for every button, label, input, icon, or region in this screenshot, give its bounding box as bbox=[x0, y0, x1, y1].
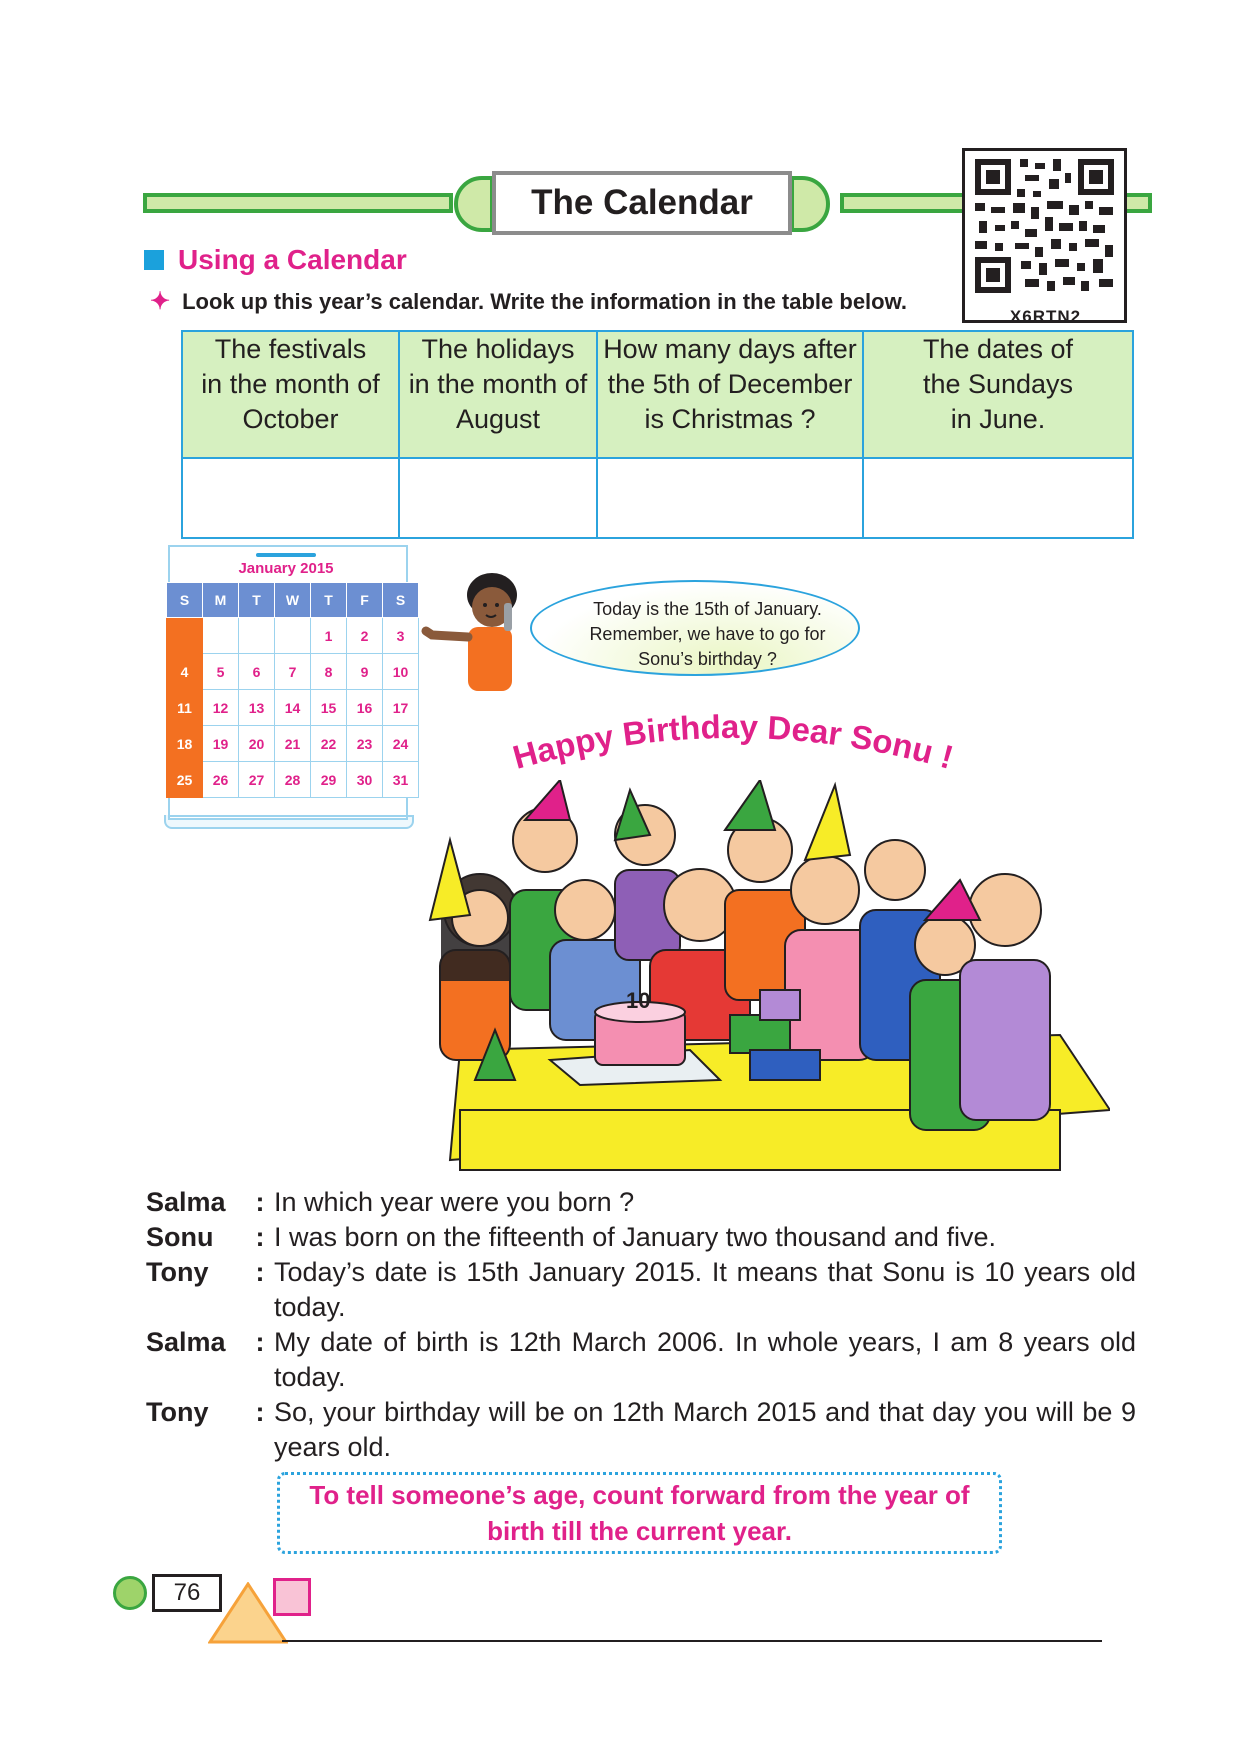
footer-rule bbox=[282, 1640, 1102, 1642]
birthday-banner-text: Happy Birthday Dear Sonu ! bbox=[508, 707, 958, 776]
calendar-day: 17 bbox=[383, 690, 419, 726]
calendar-day: 16 bbox=[347, 690, 383, 726]
dialogue bbox=[146, 1185, 1136, 1465]
speaker-colon: : bbox=[255, 1327, 265, 1357]
calendar-day: 13 bbox=[239, 690, 275, 726]
header-line: in the month of bbox=[408, 369, 588, 399]
calendar-day: 30 bbox=[347, 762, 383, 798]
info-table-header bbox=[597, 331, 863, 458]
dialogue-text: In which year were you born ? bbox=[274, 1187, 635, 1217]
header-line: The festivals bbox=[214, 334, 367, 364]
calendar-day: 7 bbox=[275, 654, 311, 690]
instruction-text: Look up this year’s calendar. Write the information in the table below. bbox=[182, 288, 908, 314]
birthday-banner bbox=[478, 698, 988, 788]
speaker-colon: : bbox=[255, 1222, 265, 1252]
info-table-answer-row bbox=[182, 458, 1133, 538]
square-bullet-icon bbox=[144, 250, 164, 270]
weekday-label: W bbox=[275, 583, 311, 618]
calendar-title: January 2015 bbox=[238, 560, 334, 577]
svg-text:10: 10 bbox=[626, 988, 651, 1013]
answer-cell-holidays[interactable] bbox=[399, 458, 597, 538]
answer-cell-sundays[interactable] bbox=[863, 458, 1133, 538]
title-bar-left-decoration bbox=[143, 193, 453, 213]
dialogue-line bbox=[146, 1220, 1136, 1255]
info-table-header bbox=[863, 331, 1133, 458]
calendar-day bbox=[203, 618, 239, 654]
calendar-day: 21 bbox=[275, 726, 311, 762]
title-cap-right bbox=[790, 176, 830, 232]
calendar-day: 14 bbox=[275, 690, 311, 726]
speech-line: Remember, we have to go for bbox=[589, 624, 826, 644]
weekday-label: F bbox=[347, 583, 383, 618]
speaker-colon: : bbox=[255, 1257, 265, 1287]
speech-line: Today is the 15th of January. bbox=[593, 599, 822, 619]
calendar-day: 19 bbox=[203, 726, 239, 762]
calendar-day: 24 bbox=[383, 726, 419, 762]
calendar-day: 23 bbox=[347, 726, 383, 762]
speaker-name: Tony bbox=[146, 1397, 209, 1427]
calendar-ring bbox=[256, 553, 316, 557]
speaker-colon: : bbox=[255, 1397, 265, 1427]
calendar-week bbox=[167, 762, 419, 798]
info-table bbox=[181, 330, 1134, 539]
answer-cell-festivals[interactable] bbox=[182, 458, 399, 538]
header-line: the Sundays bbox=[922, 369, 1074, 399]
calendar-day: 6 bbox=[239, 654, 275, 690]
calendar-day: 20 bbox=[239, 726, 275, 762]
dialogue-text: I was born on the fifteenth of January two thousand and five. bbox=[274, 1222, 996, 1252]
calendar-day: 12 bbox=[203, 690, 239, 726]
calendar-day: 4 bbox=[167, 654, 203, 690]
info-table-header-row bbox=[182, 331, 1133, 458]
calendar-day: 26 bbox=[203, 762, 239, 798]
calendar-grid bbox=[166, 582, 419, 798]
qr-code-pattern-icon bbox=[965, 151, 1124, 301]
square-shape-icon bbox=[273, 1578, 311, 1616]
page-number: 76 bbox=[152, 1574, 222, 1612]
weekday-label: T bbox=[239, 583, 275, 618]
header-line: in the month of bbox=[201, 369, 380, 399]
dialogue-line bbox=[146, 1185, 1136, 1220]
dialogue-text: Today’s date is 15th January 2015. It means that Sonu is 10 years old today. bbox=[274, 1257, 1136, 1322]
star-bullet-icon: ✦ bbox=[150, 288, 171, 315]
weekday-label: S bbox=[383, 583, 419, 618]
calendar-day: 3 bbox=[383, 618, 419, 654]
header-line: August bbox=[455, 404, 541, 434]
title-cap-left bbox=[454, 176, 494, 232]
calendar-day: 8 bbox=[311, 654, 347, 690]
calendar-day: 29 bbox=[311, 762, 347, 798]
calendar-day: 2 bbox=[347, 618, 383, 654]
header-line: The dates of bbox=[922, 334, 1074, 364]
calendar-week bbox=[167, 690, 419, 726]
calendar-day: 22 bbox=[311, 726, 347, 762]
calendar-day: 10 bbox=[383, 654, 419, 690]
header-line: October bbox=[242, 404, 339, 434]
speech-bubble-text bbox=[580, 597, 835, 672]
speaker-name: Tony bbox=[146, 1257, 209, 1287]
calendar-day: 1 bbox=[311, 618, 347, 654]
calendar-day: 27 bbox=[239, 762, 275, 798]
calendar-week bbox=[167, 618, 419, 654]
circle-shape-icon bbox=[113, 1576, 147, 1610]
calendar-day: 31 bbox=[383, 762, 419, 798]
section-heading bbox=[144, 244, 407, 276]
speaker-name: Salma bbox=[146, 1327, 226, 1357]
weekday-label: T bbox=[311, 583, 347, 618]
birthday-party-illustration bbox=[420, 780, 1110, 1180]
key-point-note: To tell someone’s age, count forward from the year of birth till the current year. bbox=[277, 1472, 1002, 1554]
header-line: in June. bbox=[950, 404, 1046, 434]
info-table-header bbox=[399, 331, 597, 458]
header-line: is Christmas ? bbox=[644, 404, 816, 434]
qr-code-label: X6RTN2 bbox=[1009, 307, 1082, 326]
calendar-page-edge bbox=[168, 807, 414, 817]
calendar-week bbox=[167, 654, 419, 690]
info-table-header bbox=[182, 331, 399, 458]
speech-line: Sonu’s birthday ? bbox=[638, 649, 777, 669]
girl-on-phone-illustration bbox=[412, 565, 537, 705]
calendar-day: 28 bbox=[275, 762, 311, 798]
calendar-day bbox=[239, 618, 275, 654]
dialogue-line bbox=[146, 1395, 1136, 1465]
speaker-colon: : bbox=[255, 1187, 265, 1217]
section-heading-text: Using a Calendar bbox=[178, 244, 407, 275]
calendar-week bbox=[167, 726, 419, 762]
instruction bbox=[150, 287, 907, 316]
header-line: the 5th of December bbox=[607, 369, 853, 399]
speaker-name: Salma bbox=[146, 1187, 226, 1217]
weekday-label: S bbox=[167, 583, 203, 618]
answer-cell-days-to-christmas[interactable] bbox=[597, 458, 863, 538]
qr-code[interactable] bbox=[962, 148, 1127, 323]
calendar-weekday-row bbox=[167, 583, 419, 618]
dialogue-text: So, your birthday will be on 12th March 2015 and that day you will be 9 years old. bbox=[274, 1397, 1136, 1462]
svg-text:Happy Birthday Dear Sonu ! bbox=[509, 708, 958, 776]
calendar-day: 15 bbox=[311, 690, 347, 726]
weekday-label: M bbox=[203, 583, 239, 618]
dialogue-text: My date of birth is 12th March 2006. In whole years, I am 8 years old today. bbox=[274, 1327, 1136, 1392]
calendar-day bbox=[275, 618, 311, 654]
calendar-day: 5 bbox=[203, 654, 239, 690]
calendar-day: 9 bbox=[347, 654, 383, 690]
calendar-day bbox=[167, 618, 203, 654]
calendar-day: 11 bbox=[167, 690, 203, 726]
calendar-day: 25 bbox=[167, 762, 203, 798]
speaker-name: Sonu bbox=[146, 1222, 214, 1252]
header-line: The holidays bbox=[421, 334, 575, 364]
calendar-day: 18 bbox=[167, 726, 203, 762]
dialogue-line bbox=[146, 1255, 1136, 1325]
header-line: How many days after bbox=[603, 334, 857, 364]
dialogue-line bbox=[146, 1325, 1136, 1395]
page-title: The Calendar bbox=[492, 171, 792, 235]
